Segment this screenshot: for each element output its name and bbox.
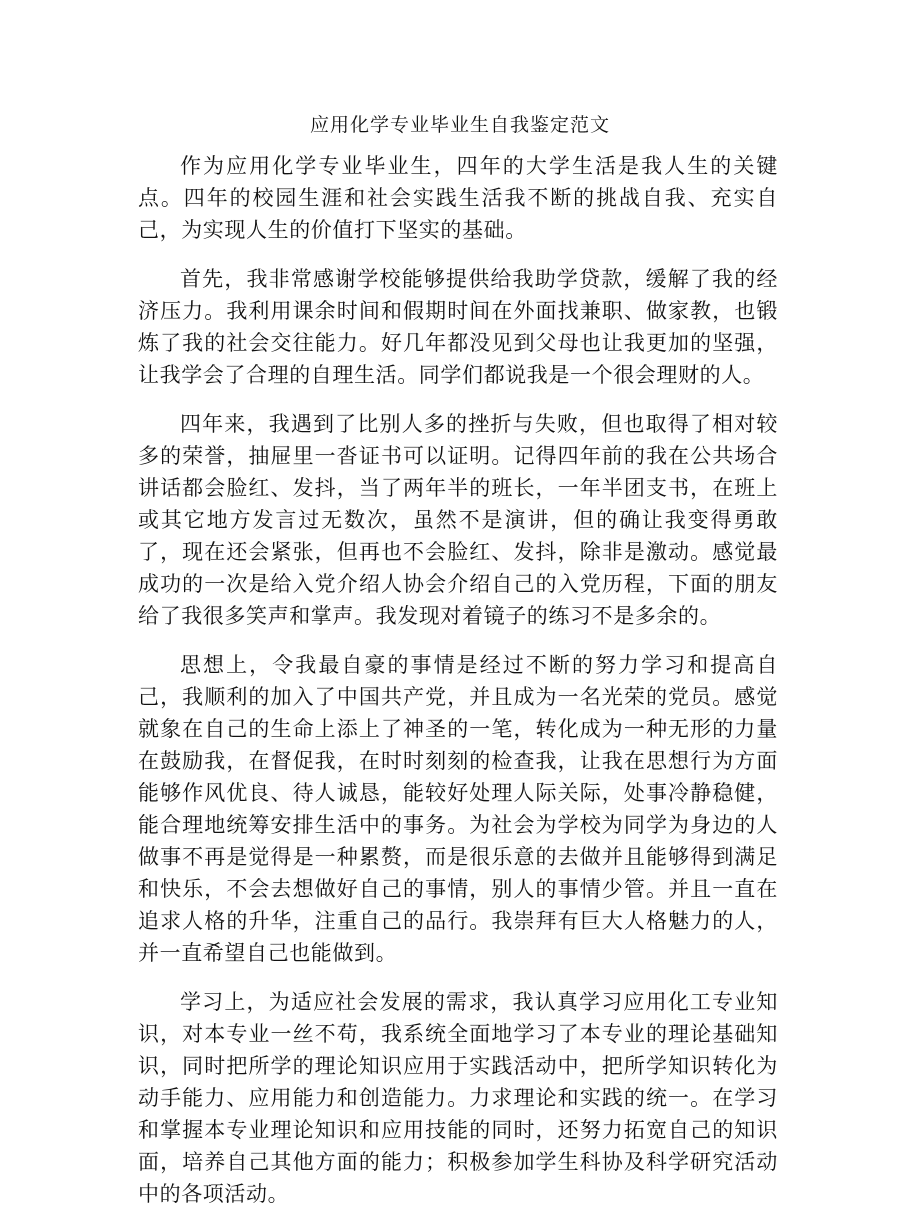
paragraph-achievements: 四年来，我遇到了比别人多的挫折与失败，但也取得了相对较多的荣誉，抽屉里一沓证书可以证明。记得四年前的我在公共场合讲话都会脸红、发抖，当了两年半的班长，一年半团支书，在班上或其它地方发言过无数次，虽然不是演讲，但的确让我变得勇敢了，现在还会紧张，但再也不会脸红、发抖，除非是激动。感觉最成功的一次是给入党介绍人协会介绍自己的入党历程，下面的朋友给了我很多笑声和掌声。我发现对着镜子的练习不是多余的。 xyxy=(138,412,778,628)
paragraph-ideology: 思想上，令我最自豪的事情是经过不断的努力学习和提高自己，我顺利的加入了中国共产党，并且成为一名光荣的党员。感觉就象在自己的生命上添上了神圣的一笔，转化成为一种无形的力量在鼓励我，在督促我，在时时刻刻的检查我，让我在思想行为方面能够作风优良、待人诚恳，能较好处理人际关际，处事冷静稳健，能合理地统筹安排生活中的事务。为社会为学校为同学为身边的人做事不再是觉得是一种累赘，而是很乐意的去做并且能够得到满足和快乐，不会去想做好自己的事情，别人的事情少管。并且一直在追求人格的升华，注重自己的品行。我崇拜有巨大人格魅力的人，并一直希望自己也能做到。 xyxy=(138,653,778,965)
paragraph-financial: 首先，我非常感谢学校能够提供给我助学贷款，缓解了我的经济压力。我利用课余时间和假期时间在外面找兼职、做家教，也锻炼了我的社会交往能力。好几年都没见到父母也让我更加的坚强，让我学会了合理的自理生活。同学们都说我是一个很会理财的人。 xyxy=(138,267,778,387)
paragraph-study: 学习上，为适应社会发展的需求，我认真学习应用化工专业知识，对本专业一丝不苟，我系统全面地学习了本专业的理论基础知识，同时把所学的理论知识应用于实践活动中，把所学知识转化为动手能力、应用能力和创造能力。力求理论和实践的统一。在学习和掌握本专业理论知识和应用技能的同时，还努力拓宽自己的知识面，培养自己其他方面的能力；积极参加学生科协及科学研究活动中的各项活动。 xyxy=(138,990,778,1206)
document-body xyxy=(138,150,778,1227)
document-title: 应用化学专业毕业生自我鉴定范文 xyxy=(309,114,610,136)
paragraph-intro: 作为应用化学专业毕业生，四年的大学生活是我人生的关键点。四年的校园生涯和社会实践生活我不断的挑战自我、充实自己，为实现人生的价值打下坚实的基础。 xyxy=(138,154,778,242)
